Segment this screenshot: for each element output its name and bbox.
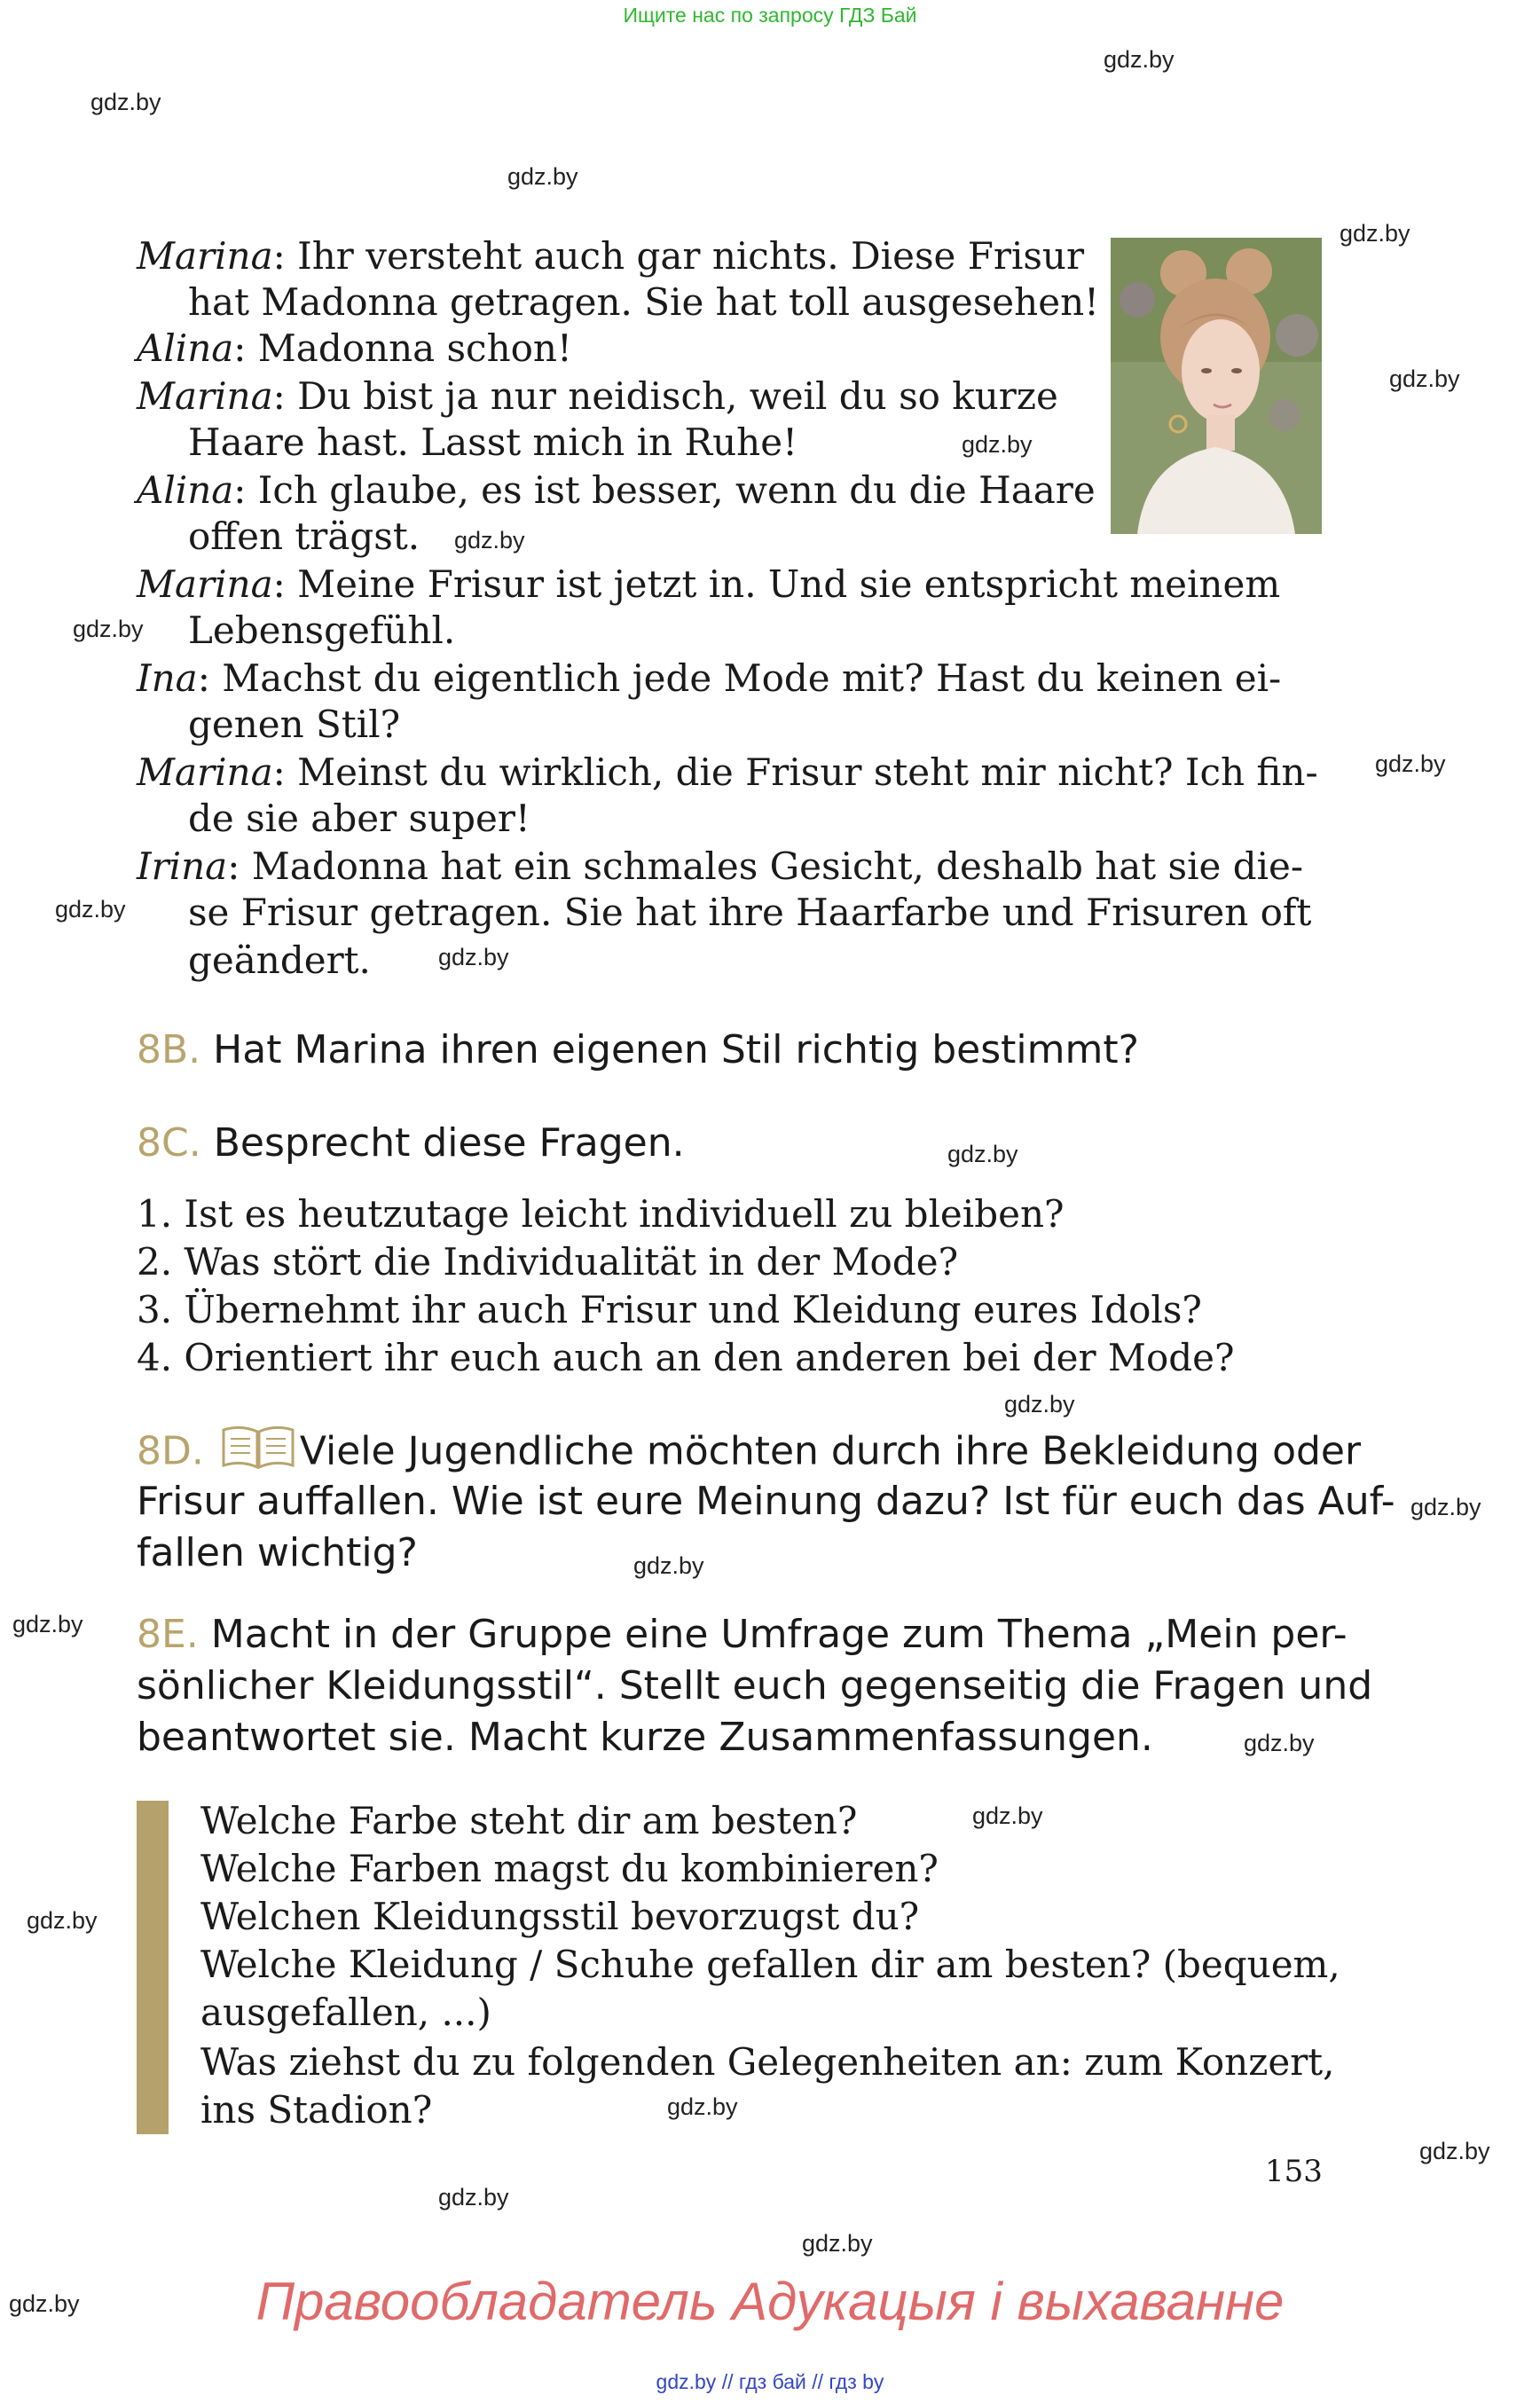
dialogue-line: Haare hast. Lasst mich in Ruhe!: [188, 420, 798, 464]
dialogue-line: Marina: Du bist ja nur neidisch, weil du so kurze: [137, 374, 1058, 418]
copyright-footer: Правообладатель Адукацыя і выхаванне: [255, 2272, 1285, 2331]
quote-bar: [137, 1801, 169, 2134]
task-number: 8D.: [137, 1428, 204, 1474]
dialogue-line: de sie aber super!: [188, 797, 530, 840]
task-number: 8E.: [137, 1612, 199, 1657]
task-8d: 8D. Viele Jugendliche möchten durch ihre Bekleidung oder: [137, 1423, 1361, 1484]
dialogue-line: Marina: Ihr versteht auch gar nichts. Diese Frisur: [137, 234, 1085, 278]
watermark: gdz.by: [633, 1552, 704, 1579]
dialogue-line: Marina: Meinst du wirklich, die Frisur steht mir nicht? Ich fin-: [137, 750, 1318, 794]
list-item: Was ziehst du zu folgenden Gelegenheiten an: zum Konzert,: [200, 2040, 1335, 2084]
task-text: Hat Marina ihren eigenen Stil richtig bestimmt?: [213, 1027, 1139, 1072]
dialogue-line: offen trägst.: [188, 514, 420, 558]
list-item: 1. Ist es heutzutage leicht individuell zu bleiben?: [137, 1192, 1065, 1236]
task-8e-line: sönlicher Kleidungsstil“. Stellt euch gegenseitig die Fragen und: [137, 1663, 1373, 1708]
watermark: gdz.by: [1004, 1391, 1075, 1417]
watermark: gdz.by: [55, 896, 126, 923]
watermark: gdz.by: [9, 2290, 80, 2317]
list-item: 2. Was stört die Individualität in der Mode?: [137, 1240, 959, 1284]
dialogue-line: geändert.: [188, 938, 371, 982]
task-8c: [137, 1118, 685, 1169]
watermark: gdz.by: [972, 1802, 1043, 1829]
watermark: gdz.by: [1375, 750, 1446, 777]
task-8e-line: beantwortet sie. Macht kurze Zusammenfassungen.: [137, 1715, 1153, 1760]
list-item: Welche Farbe steht dir am besten?: [200, 1799, 858, 1842]
book-icon: [220, 1423, 296, 1484]
watermark: gdz.by: [802, 2230, 873, 2257]
dialogue-line: Alina: Madonna schon!: [137, 326, 572, 370]
girl-hairstyle-photo: [1111, 238, 1322, 534]
watermark: gdz.by: [1419, 2138, 1490, 2164]
task-8d-line: Frisur auffallen. Wie ist eure Meinung dazu? Ist für euch das Auf-: [137, 1479, 1395, 1524]
list-item: 3. Übernehmt ihr auch Frisur und Kleidung eures Idols?: [137, 1288, 1202, 1331]
watermark: gdz.by: [454, 527, 525, 554]
list-item: 4. Orientiert ihr euch auch an den anderen bei der Mode?: [137, 1336, 1235, 1379]
list-item: Welche Farben magst du kombinieren?: [200, 1847, 939, 1890]
dialogue-line: Irina: Madonna hat ein schmales Gesicht, deshalb hat sie die-: [137, 844, 1304, 888]
watermark: gdz.by: [507, 163, 578, 190]
watermark: gdz.by: [438, 2184, 509, 2211]
watermark: gdz.by: [73, 616, 144, 642]
watermark: gdz.by: [27, 1907, 98, 1934]
watermark: gdz.by: [1340, 220, 1410, 247]
task-8d-line: fallen wichtig?: [137, 1530, 418, 1575]
list-item: ausgefallen, ...): [200, 1991, 491, 2034]
task-text: Besprecht diese Fragen.: [213, 1120, 685, 1166]
dialogue-line: Ina: Machst du eigentlich jede Mode mit? Hast du keinen ei-: [137, 656, 1282, 700]
watermark: gdz.by: [1389, 365, 1460, 392]
watermark: gdz.by: [962, 431, 1033, 458]
watermark: gdz.by: [438, 944, 509, 970]
watermark: gdz.by: [90, 89, 161, 115]
task-number: 8C.: [137, 1120, 201, 1166]
watermark: gdz.by: [12, 1611, 83, 1637]
task-number: 8B.: [137, 1027, 201, 1072]
list-item: ins Stadion?: [200, 2088, 433, 2132]
dialogue-line: Alina: Ich glaube, es ist besser, wenn du die Haare: [137, 468, 1096, 512]
dialogue-line: genen Stil?: [188, 703, 401, 746]
watermark: gdz.by: [947, 1141, 1018, 1167]
watermark: gdz.by: [1410, 1494, 1481, 1520]
dialogue-line: Lebensgefühl.: [188, 609, 456, 652]
watermark: gdz.by: [1244, 1730, 1315, 1756]
watermark: gdz.by: [1104, 46, 1175, 73]
task-8b: [137, 1025, 1139, 1076]
task-8e: 8E. Macht in der Gruppe eine Umfrage zum Thema „Mein per-: [137, 1612, 1348, 1657]
dialogue-line: se Frisur getragen. Sie hat ihre Haarfarbe und Frisuren oft: [188, 891, 1312, 934]
list-item: Welche Kleidung / Schuhe gefallen dir am besten? (bequem,: [200, 1943, 1340, 1986]
top-banner: Ищите нас по запросу ГДЗ Бай: [623, 4, 917, 27]
page-number: 153: [1265, 2154, 1323, 2189]
dialogue-line: Marina: Meine Frisur ist jetzt in. Und sie entspricht meinem: [137, 562, 1281, 606]
watermark: gdz.by: [667, 2093, 738, 2120]
dialogue-line: hat Madonna getragen. Sie hat toll ausgesehen!: [188, 280, 1099, 324]
footer-links[interactable]: gdz.by // гдз бай // гдз by: [656, 2370, 884, 2393]
list-item: Welchen Kleidungsstil bevorzugst du?: [200, 1895, 920, 1938]
